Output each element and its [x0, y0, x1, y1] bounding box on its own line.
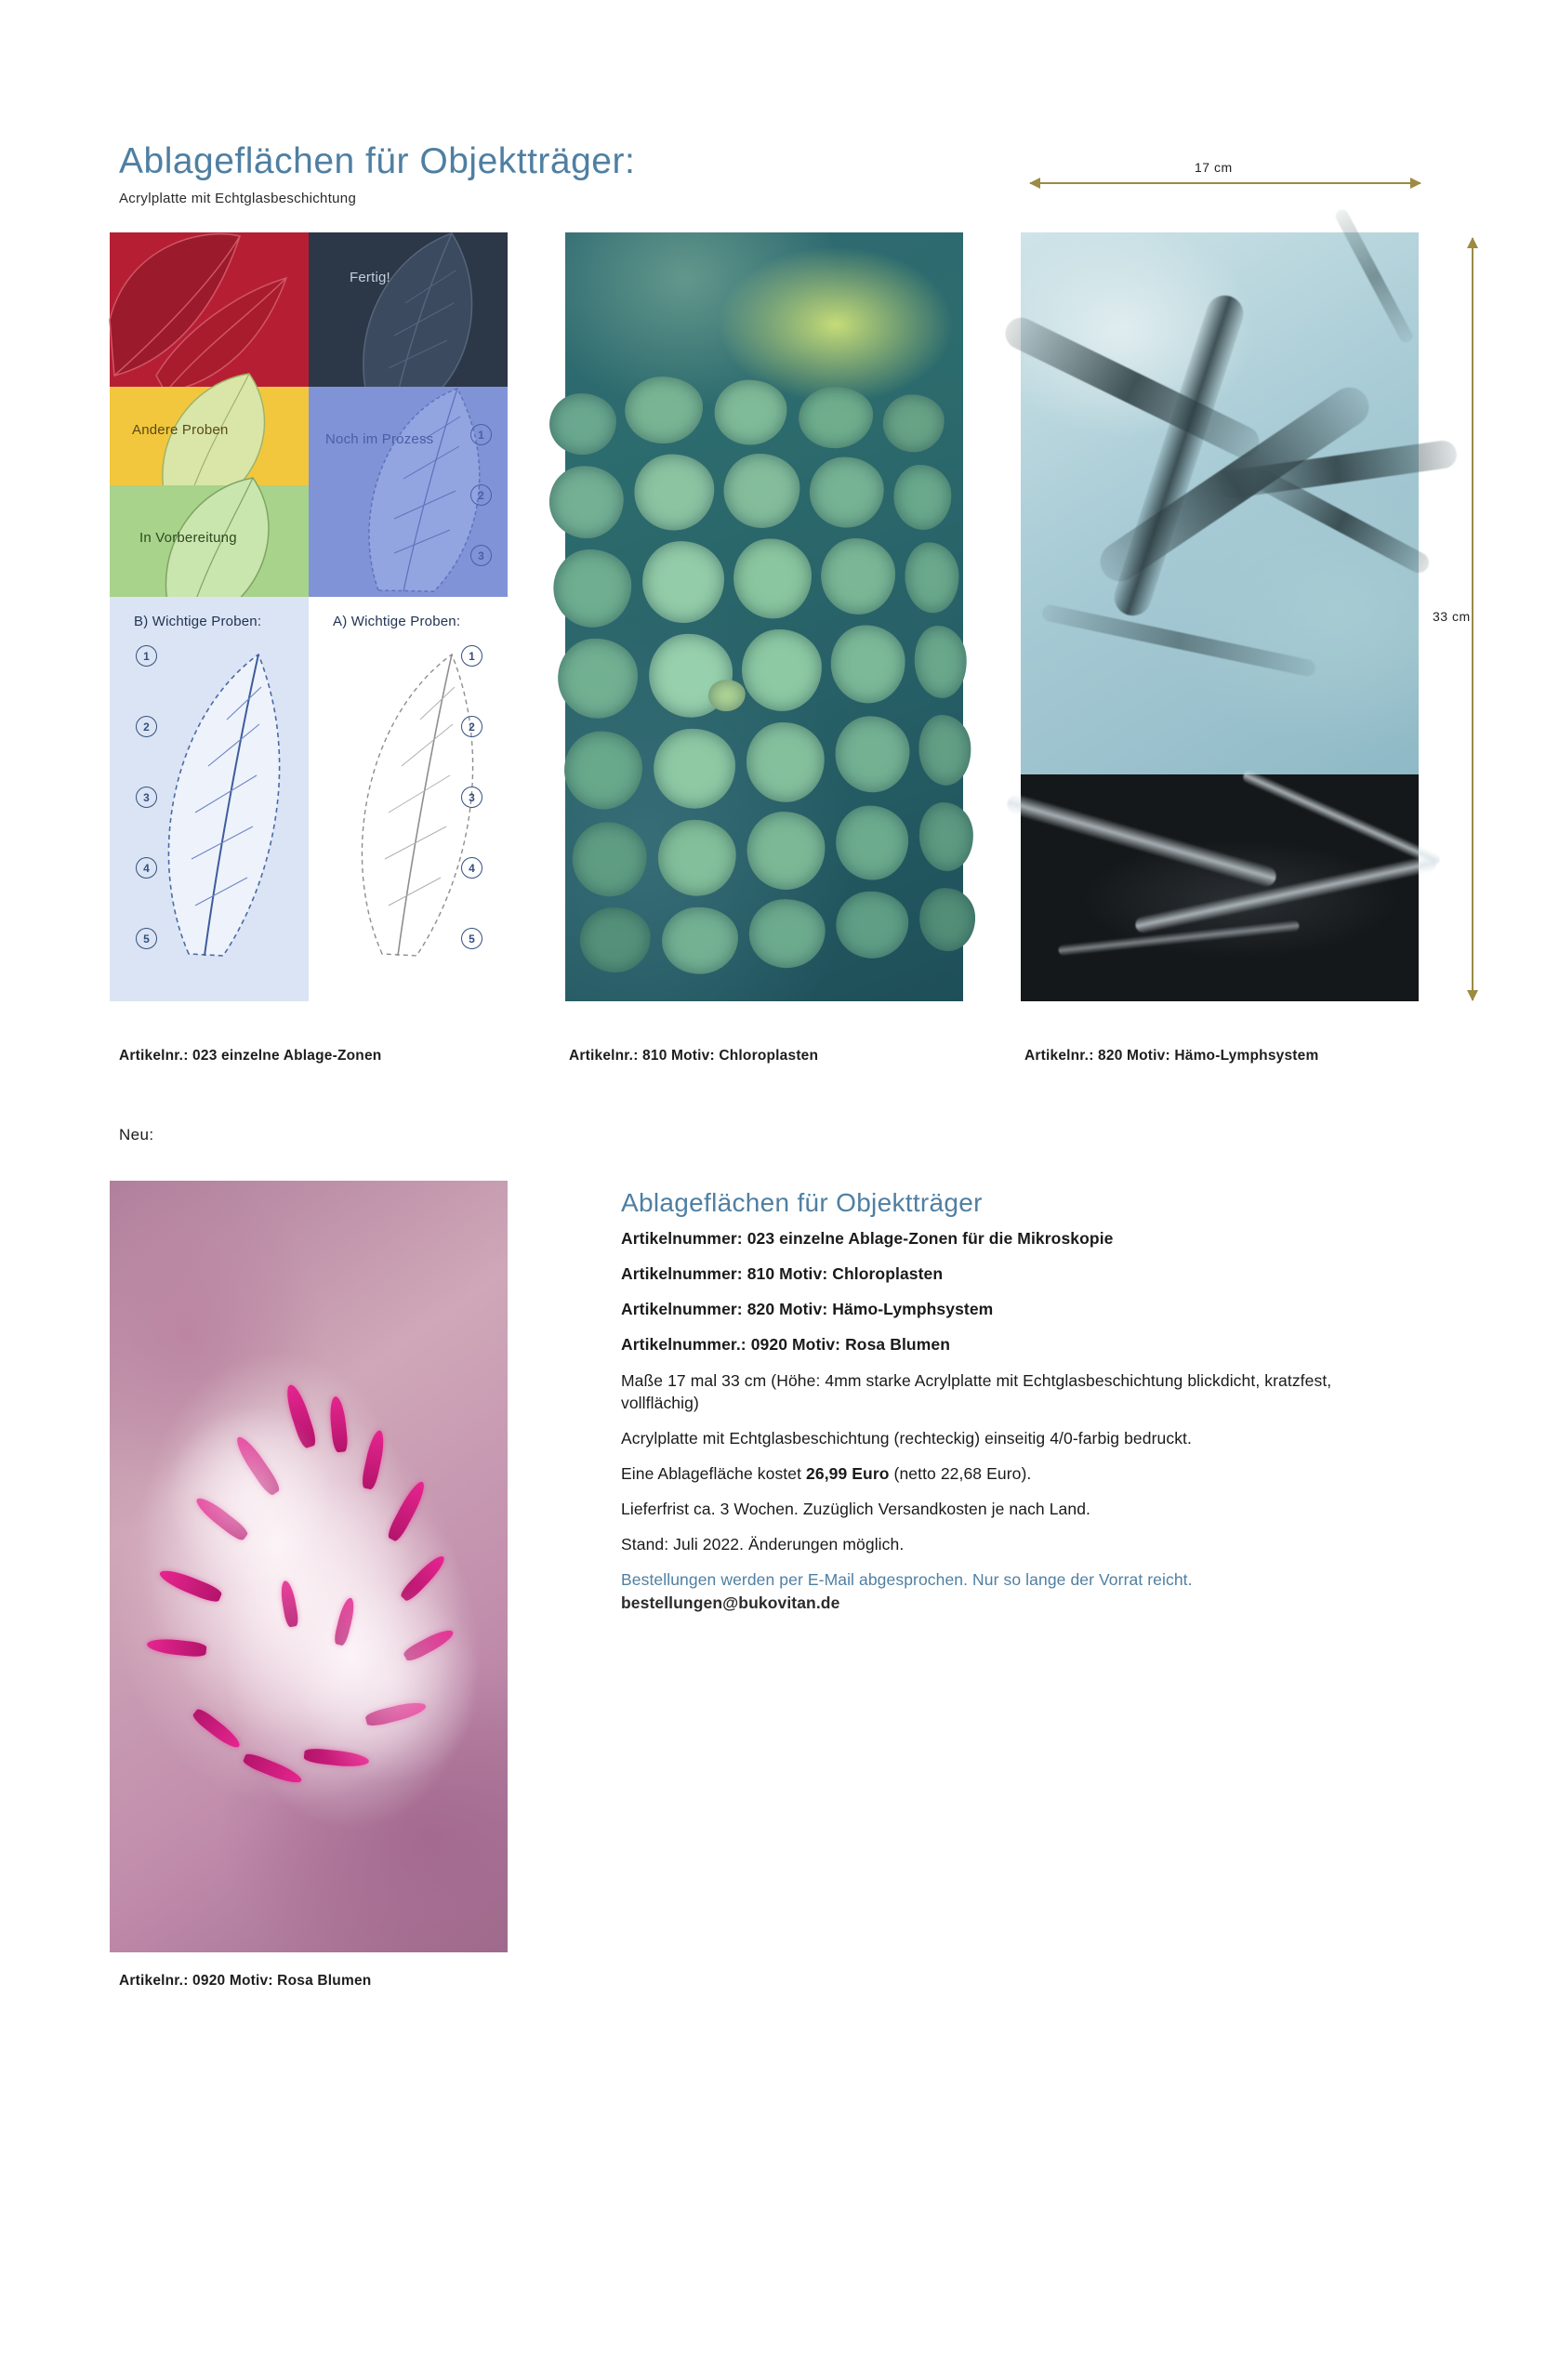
info-article-4: Artikelnummer.: 0920 Motiv: Rosa Blumen — [621, 1335, 950, 1355]
info-orders: Bestellungen werden per E-Mail abgesprochen. Nur so lange der Vorrat reicht. — [621, 1570, 1193, 1590]
zone-label-andere-proben: Andere Proben — [132, 422, 229, 438]
a-number-4: 4 — [461, 857, 482, 879]
product-image-haemo-bottom — [1021, 774, 1419, 1001]
b-number-5: 5 — [136, 928, 157, 949]
info-delivery: Lieferfrist ca. 3 Wochen. Zuzüglich Versandkosten je nach Land. — [621, 1500, 1091, 1519]
leaf-illustration — [340, 229, 517, 405]
info-price — [621, 1462, 1402, 1485]
leaf-illustration — [138, 645, 314, 961]
process-number-1: 1 — [470, 424, 492, 445]
caption-flower: Artikelnr.: 0920 Motiv: Rosa Blumen — [119, 1973, 372, 1989]
a-number-1: 1 — [461, 645, 482, 667]
zone-blue-process — [309, 387, 508, 597]
neu-label: Neu: — [119, 1126, 154, 1144]
zone-wichtige-proben-b — [110, 597, 309, 1001]
product-image-rosa-blumen — [110, 1181, 508, 1952]
page-subtitle: Acrylplatte mit Echtglasbeschichtung — [119, 191, 357, 206]
zone-wichtige-proben-a — [309, 597, 508, 1001]
product-info-block — [621, 1188, 1402, 1613]
info-article-2: Artikelnummer: 810 Motiv: Chloroplasten — [621, 1264, 944, 1284]
zone-navy — [309, 232, 508, 387]
product-image-chloroplasten — [565, 232, 963, 1001]
page-title: Ablageflächen für Objektträger: — [119, 141, 636, 181]
zone-label-in-vorbereitung: In Vorbereitung — [139, 530, 237, 546]
a-number-2: 2 — [461, 716, 482, 737]
info-heading: Ablageflächen für Objektträger — [621, 1188, 983, 1217]
info-stand: Stand: Juli 2022. Änderungen möglich. — [621, 1535, 905, 1554]
info-measures: Maße 17 mal 33 cm (Höhe: 4mm starke Acrylplatte mit Echtglasbeschichtung blickdicht, kratzfest, vollflächig) — [621, 1370, 1332, 1412]
info-price-prefix: Eine Ablagefläche kostet — [621, 1463, 807, 1483]
height-dimension-arrow — [1472, 238, 1473, 1000]
zone-label-wichtige-proben-a: A) Wichtige Proben: — [333, 614, 461, 629]
process-number-3: 3 — [470, 545, 492, 566]
b-number-3: 3 — [136, 787, 157, 808]
info-print: Acrylplatte mit Echtglasbeschichtung (rechteckig) einseitig 4/0-farbig bedruckt. — [621, 1428, 1192, 1448]
info-price-value: 26,99 Euro — [806, 1463, 890, 1483]
b-number-4: 4 — [136, 857, 157, 879]
zone-label-fertig: Fertig! — [350, 270, 390, 285]
process-number-2: 2 — [470, 484, 492, 506]
caption-chloro: Artikelnr.: 810 Motiv: Chloroplasten — [569, 1048, 819, 1064]
info-article-1: Artikelnummer: 023 einzelne Ablage-Zonen für die Mikroskopie — [621, 1229, 1114, 1248]
order-email-link[interactable]: bestellungen@bukovitan.de — [621, 1593, 840, 1612]
product-image-zones — [110, 232, 508, 1001]
product-image-haemo-top — [1021, 232, 1419, 774]
zone-green — [110, 485, 309, 597]
width-dimension-arrow — [1030, 182, 1420, 184]
zone-label-noch-im-prozess: Noch im Prozess — [325, 431, 434, 447]
caption-zones: Artikelnr.: 023 einzelne Ablage-Zonen — [119, 1048, 382, 1064]
caption-haemo: Artikelnr.: 820 Motiv: Hämo-Lymphsystem — [1024, 1048, 1319, 1064]
leaf-illustration — [331, 645, 508, 961]
leaf-illustration — [346, 381, 522, 595]
b-number-1: 1 — [136, 645, 157, 667]
height-dimension-label: 33 cm — [1433, 609, 1471, 624]
info-price-suffix: (netto 22,68 Euro). — [889, 1463, 1032, 1483]
zone-label-wichtige-proben-b: B) Wichtige Proben: — [134, 614, 262, 629]
width-dimension-label: 17 cm — [1195, 160, 1233, 175]
b-number-2: 2 — [136, 716, 157, 737]
info-article-3: Artikelnummer: 820 Motiv: Hämo-Lymphsystem — [621, 1300, 994, 1319]
chloroplast-cell-pattern — [519, 200, 1009, 1035]
a-number-5: 5 — [461, 928, 482, 949]
a-number-3: 3 — [461, 787, 482, 808]
